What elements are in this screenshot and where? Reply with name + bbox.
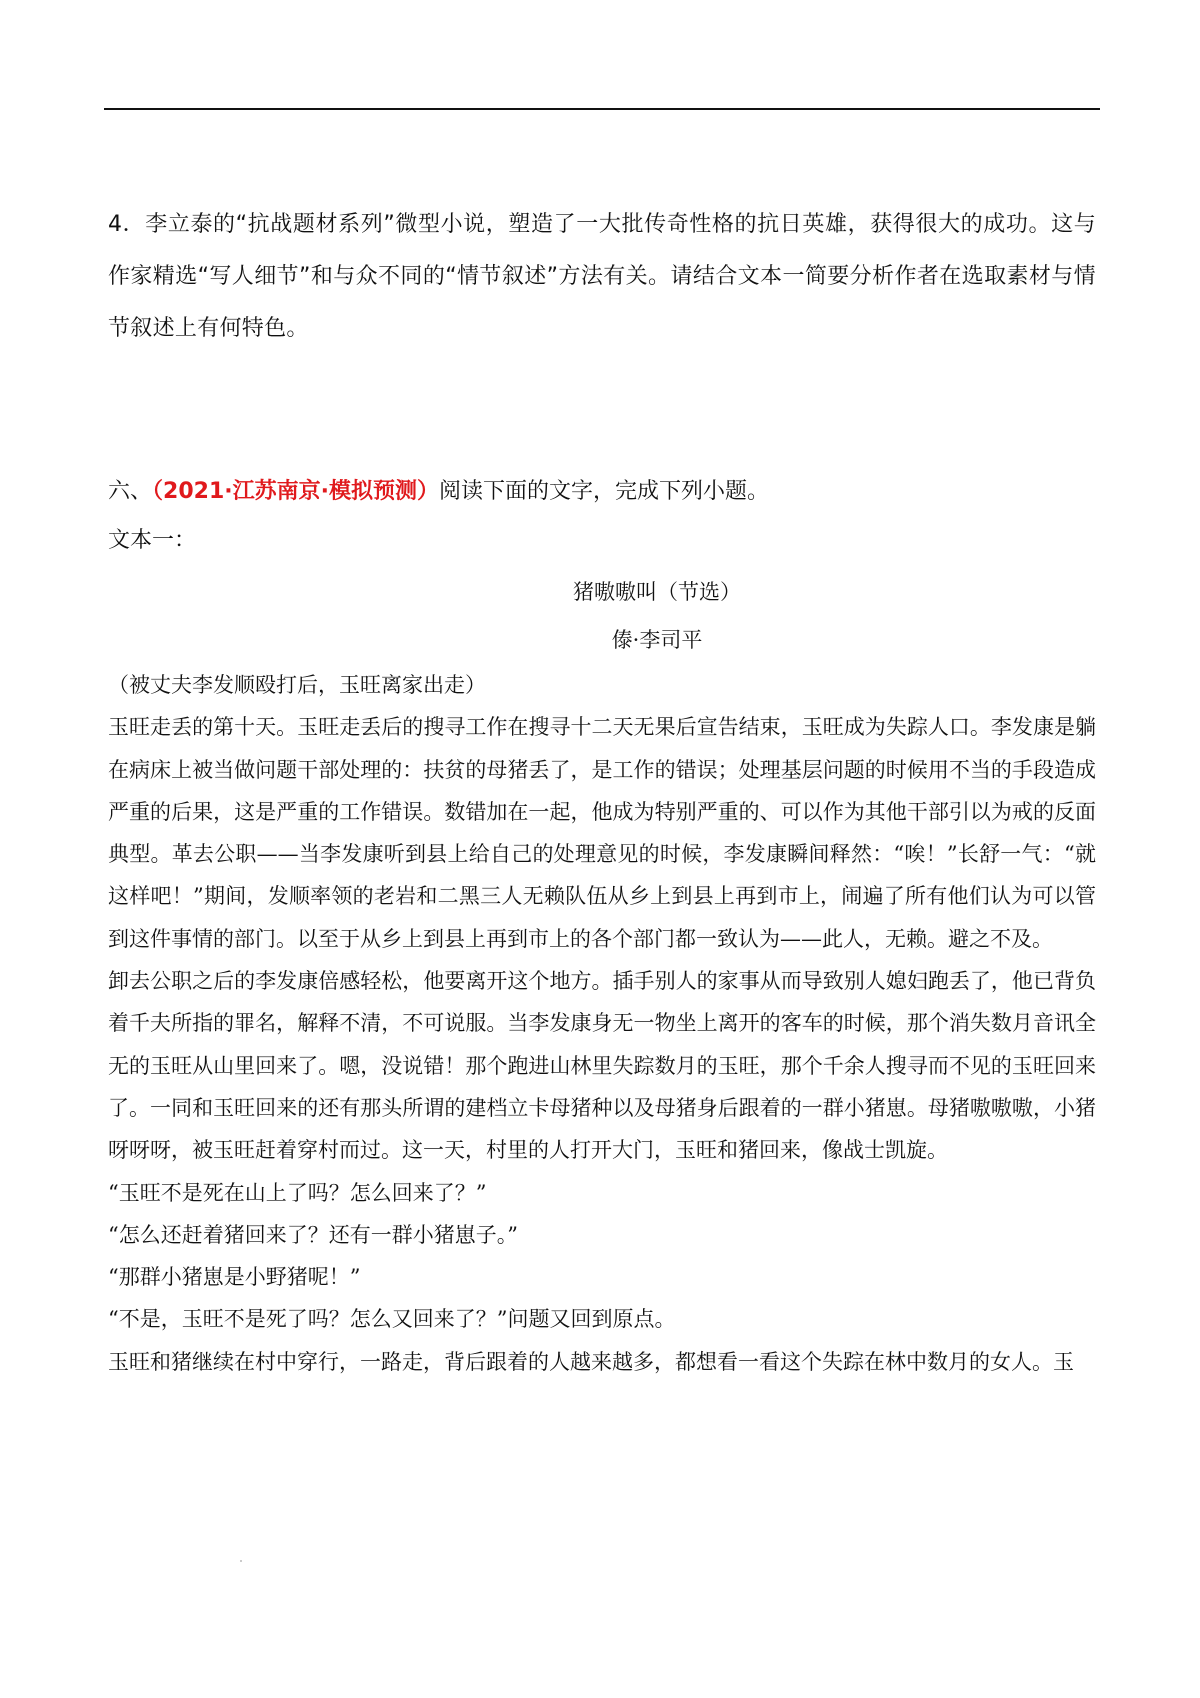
section-6-header	[108, 476, 769, 508]
article-author: 傣·李司平	[611, 628, 703, 652]
article-paragraph: 卸去公职之后的李发康倍感轻松，他要离开这个地方。插手别人的家事从而导致别人媳妇跑丢了，他已背负着千夫所指的罪名，解释不清，不可说服。当李发康身无一物坐上离开的客车的时候，那个消失数月音讯全无的玉旺从山里回来了。嗯，没说错！那个跑进山林里失踪数月的玉旺，那个千余人搜寻而不见的玉旺回来了。一同和玉旺回来的还有那头所谓的建档立卡母猪种以及母猪身后跟着的一群小猪崽。母猪嗷嗷嗷，小猪呀呀呀，被玉旺赶着穿村而过。这一天，村里的人打开大门，玉旺和猪回来，像战士凯旋。	[108, 969, 1096, 1163]
article-paragraph: 玉旺走丢的第十天。玉旺走丢后的搜寻工作在搜寻十二天无果后宣告结束，玉旺成为失踪人口。李发康是躺在病床上被当做问题干部处理的：扶贫的母猪丢了，是工作的错误；处理基层问题的时候用不当的手段造成严重的后果，这是严重的工作错误。数错加在一起，他成为特别严重的、可以作为其他干部引以为戒的反面典型。革去公职——当李发康听到县上给自己的处理意见的时候，李发康瞬间释然：“唉！”长舒一气：“就这样吧！”期间，发顺率领的老岩和二黑三人无赖队伍从乡上到县上再到市上，闹遍了所有他们认为可以管到这件事情的部门。以至于从乡上到县上再到市上的各个部门都一致认为——此人，无赖。避之不及。	[108, 715, 1096, 951]
article-paragraph: “怎么还赶着猪回来了？还有一群小猪崽子。”	[108, 1222, 518, 1247]
article-paragraph: （被丈夫李发顺殴打后，玉旺离家出走）	[108, 673, 486, 697]
article	[108, 568, 1096, 1383]
section-instruction: 阅读下面的文字，完成下列小题。	[438, 479, 769, 504]
answer-line	[104, 108, 1100, 110]
article-paragraph: 玉旺和猪继续在村中穿行，一路走，背后跟着的人越来越多，都想看一看这个失踪在林中数月的女人。玉	[108, 1349, 1074, 1374]
article-paragraph: “玉旺不是死在山上了吗？怎么回来了？”	[108, 1180, 487, 1205]
question-4: 4．李立泰的“抗战题材系列”微型小说，塑造了一大批传奇性格的抗日英雄，获得很大的成功。这与作家精选“写人细节”和与众不同的“情节叙述”方法有关。请结合文本一简要分析作者在选取素材与情节叙述上有何特色。	[108, 212, 1096, 341]
source-tag: （2021·江苏南京·模拟预测）	[152, 479, 439, 504]
scan-speck	[240, 1560, 242, 1562]
section-number: 六、	[108, 479, 153, 504]
article-title: 猪嗷嗷叫（节选）	[573, 580, 741, 604]
text-one-label: 文本一：	[108, 528, 197, 553]
article-paragraph: “不是，玉旺不是死了吗？怎么又回来了？”问题又回到原点。	[108, 1307, 676, 1332]
article-paragraph: “那群小猪崽是小野猪呢！”	[108, 1265, 361, 1290]
